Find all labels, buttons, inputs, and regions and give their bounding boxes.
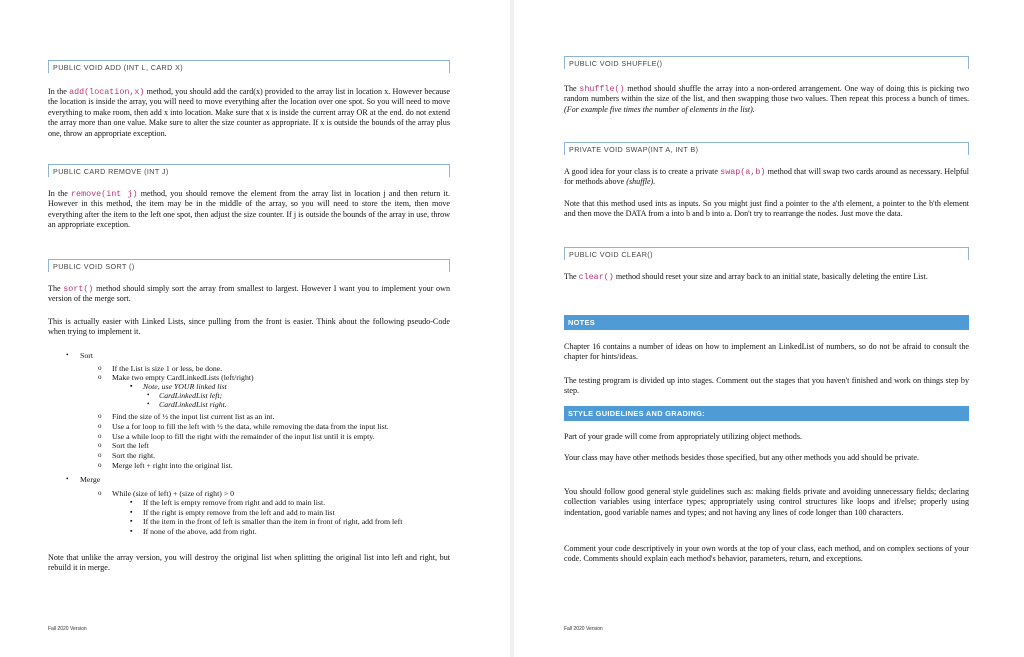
right-page	[514, 0, 1024, 657]
add-method-code: add(location,x)	[69, 87, 145, 97]
style-section-heading: STYLE GUIDELINES AND GRADING:	[564, 406, 969, 421]
outline-item: CardLinkedList left;	[159, 391, 223, 400]
outline-marker: o	[98, 489, 102, 497]
outline-item: While (size of left) + (size of right) > 0	[112, 489, 235, 498]
outline-marker: o	[98, 432, 102, 440]
add-method-heading: PUBLIC VOID ADD (INT L, CARD X)	[48, 60, 450, 73]
outline-marker: •	[147, 391, 150, 399]
outline-marker: o	[98, 461, 102, 469]
outline-marker: •	[66, 351, 69, 359]
outline-item: CardLinkedList right.	[159, 400, 227, 409]
remove-method-paragraph: In the remove(int j) method, you should remove the element from the array list in location j and then return it. However in this method, the item may be in the middle of the array, so you will need to store the item, then move everything after the item to the left one spot, then adjust the size counter. If j is outside the bounds of the array in use, throw an appropriate exception.	[48, 189, 450, 230]
remove-method-heading: PUBLIC CARD REMOVE (INT J)	[48, 164, 450, 177]
outline-item: Sort the right.	[112, 451, 156, 460]
outline-marker: ▪	[130, 517, 133, 525]
outline-marker: o	[98, 364, 102, 372]
outline-item: Sort	[80, 351, 93, 360]
style-paragraph-2: Your class may have other methods besides those specified, but any other methods you add should be private.	[564, 453, 920, 462]
sort-note: Note that unlike the array version, you will destroy the original list when splitting the original list into left and right, but rebuild it in merge.	[48, 553, 450, 573]
notes-paragraph-1: Chapter 16 contains a number of ideas on how to implement an LinkedList of numbers, so do not be afraid to consult the chapter for hints/ideas.	[564, 342, 969, 362]
swap-method-paragraph: A good idea for your class is to create a private swap(a,b) method that will swap two cards around as necessary. Helpful for methods above (shuffle).	[564, 167, 969, 187]
clear-method-code: clear()	[578, 272, 614, 282]
swap-method-note: Note that this method used ints as inputs. So you might just find a pointer to the a'th element, a pointer to the b'th element and then move the DATA from a into b and b into a. Don't try to rearrange the nodes. Just move the data.	[564, 199, 969, 219]
outline-item: Use a while loop to fill the right with the remainder of the input list until it is empty.	[112, 432, 375, 441]
outline-marker: o	[98, 412, 102, 420]
style-paragraph-3: You should follow good general style guidelines such as: making fields private and avoiding unnecessary fields; declaring collection variables using interface types; appropriately using control structures like loops and if/else; properly using indentation, good variable names and types; and not having any lines of code longer than 100 characters.	[564, 487, 969, 517]
shuffle-method-code: shuffle()	[579, 84, 625, 94]
outline-item: If the item in the front of left is smaller than the item in front of right, add from left	[143, 517, 403, 526]
outline-item: If the List is size 1 or less, be done.	[112, 364, 223, 373]
sort-method-code: sort()	[63, 284, 94, 294]
outline-item: If the right is empty remove from the left and add to main list	[143, 508, 335, 517]
sort-pseudocode-intro: This is actually easier with Linked Lists, since pulling from the front is easier. Think about the following pseudo-Code when trying to implement it.	[48, 317, 450, 337]
outline-item: If none of the above, add from right.	[143, 527, 257, 536]
outline-item: Note, use YOUR linked list	[143, 382, 227, 391]
outline-item: Make two empty CardLinkedLists (left/right)	[112, 373, 254, 382]
page-footer: Fall 2020 Version	[564, 626, 603, 632]
sort-method-heading: PUBLIC VOID SORT ()	[48, 259, 450, 272]
outline-item: Merge left + right into the original list.	[112, 461, 233, 470]
outline-marker: o	[98, 373, 102, 381]
outline-item: If the left is empty remove from right and add to main list.	[143, 498, 326, 507]
style-paragraph-1: Part of your grade will come from appropriately utilizing object methods.	[564, 432, 803, 441]
outline-marker: •	[147, 400, 150, 408]
style-paragraph-4: Comment your code descriptively in your own words at the top of your class, each method, and on complex sections of your code. Comments should explain each method's behavior, parameters, return, and exceptions.	[564, 544, 969, 564]
shuffle-method-heading: PUBLIC VOID SHUFFLE()	[564, 56, 969, 69]
outline-marker: ▪	[130, 508, 133, 516]
outline-marker: o	[98, 451, 102, 459]
page-footer: Fall 2020 Version	[48, 626, 87, 632]
remove-method-code: remove(int j)	[71, 189, 138, 199]
outline-marker: o	[98, 441, 102, 449]
clear-method-paragraph: The clear() method should reset your size and array back to an initial state, basically deleting the entire List.	[564, 272, 928, 282]
sort-method-paragraph: The sort() method should simply sort the array from smallest to largest. However I want you to implement your own version of the merge sort.	[48, 284, 450, 304]
outline-item: Merge	[80, 475, 101, 484]
outline-marker: o	[98, 422, 102, 430]
outline-marker: ▪	[130, 498, 133, 506]
outline-marker: •	[66, 475, 69, 483]
outline-marker: ▪	[130, 527, 133, 535]
left-page	[0, 0, 510, 657]
outline-item: Use a for loop to fill the left with ½ the data, while removing the data from the input list.	[112, 422, 389, 431]
swap-method-heading: PRIVATE VOID SWAP(INT A, INT B)	[564, 142, 969, 155]
add-method-paragraph: In the add(location,x) method, you should add the card(x) provided to the array list in location x. However because the location is inside the array, you will need to move everything after the location over one spot. So you will need to move everything to make room, then add x into location. Make sure that x is inside the current array OR at the end. do not extend the array more than one value. Make sure to alter the size counter as appropriate. If x is outside the bounds of the array plus one, throw an appropriate exception.	[48, 87, 450, 138]
outline-item: Sort the left	[112, 441, 149, 450]
notes-section-heading: NOTES	[564, 315, 969, 330]
notes-paragraph-2: The testing program is divided up into stages. Comment out the stages that you haven't finished and work on things step by step.	[564, 376, 969, 396]
outline-marker: ▪	[130, 382, 133, 390]
swap-method-code: swap(a,b)	[720, 167, 766, 177]
clear-method-heading: PUBLIC VOID CLEAR()	[564, 247, 969, 260]
outline-item: Find the size of ½ the input list current list as an int.	[112, 412, 275, 421]
shuffle-method-paragraph: The shuffle() method should shuffle the array into a non-ordered arrangement. One way of doing this is picking two random numbers within the size of the list, and then swapping those two values. Then repeat this process a bunch of times. (For example five times the number of elements in the list).	[564, 84, 970, 114]
